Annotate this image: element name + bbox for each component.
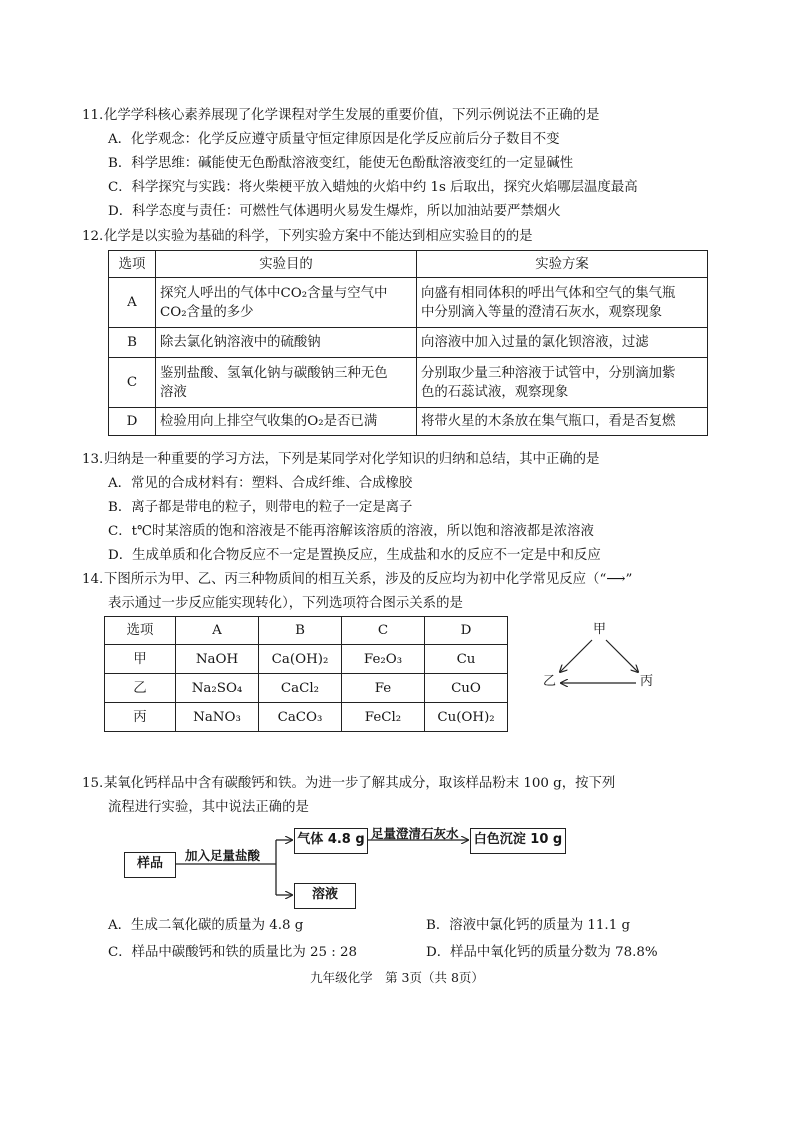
q14-cell: FeCl₂ — [342, 703, 425, 732]
q12-row-a-purpose-line1: 探究人呼出的气体中CO₂含量与空气中 — [160, 285, 388, 301]
q14-cell: Fe — [342, 674, 425, 703]
arrow-jia-to-yi — [560, 640, 592, 672]
q12-row-c-plan-line2: 色的石蕊试液，观察现象 — [421, 384, 569, 400]
q11-option-b: B．科学思维：碱能使无色酚酞溶液变红，能使无色酚酞溶液变红的一定显碱性 — [108, 156, 574, 171]
q14-cell: NaOH — [176, 645, 259, 674]
q11-option-a: A．化学观念：化学反应遵守质量守恒定律原因是化学反应前后分子数目不变 — [108, 132, 560, 147]
q14-header-d: D — [425, 617, 508, 645]
q14-cell: CaCl₂ — [259, 674, 342, 703]
q12-row-a-purpose-line2: CO₂含量的多少 — [160, 304, 254, 320]
q14-cell: Fe₂O₃ — [342, 645, 425, 674]
q13-number: 13. — [82, 452, 104, 467]
q12-row-a-plan-line1: 向盛有相同体积的呼出气体和空气的集气瓶 — [421, 285, 676, 301]
q12-row-d-purpose-line1: 检验用向上排空气收集的O₂是否已满 — [160, 414, 378, 429]
q12-row-b-option: B — [109, 328, 156, 358]
q12-row-c-purpose-line1: 鉴别盐酸、氢氧化钠与碳酸钠三种无色 — [160, 365, 388, 381]
q12-row-a-option: A — [109, 278, 156, 328]
q14-header-a: A — [176, 617, 259, 645]
q14-number: 14. — [82, 572, 104, 587]
q15-option-c: C．样品中碳酸钙和铁的质量比为 25 : 28 — [108, 945, 358, 960]
q11-option-d: D．科学态度与责任：可燃性气体遇明火易发生爆炸，所以加油站要严禁烟火 — [108, 204, 561, 219]
q15-option-b: B．溶液中氯化钙的质量为 11.1 g — [426, 918, 631, 933]
q14-cell: NaNO₃ — [176, 703, 259, 732]
q11-stem-text: 化学学科核心素养展现了化学课程对学生发展的重要价值，下列示例说法不正确的是 — [104, 108, 600, 123]
flow-box-precipitate: 白色沉淀 10 g — [470, 828, 566, 854]
q12-row-c-option: C — [109, 358, 156, 408]
q12-row-c-plan-line1: 分别取少量三种溶液于试管中，分别滴加紫 — [421, 365, 676, 381]
flow-label-limewater: 足量澄清石灰水 — [371, 826, 459, 841]
q12-header-purpose: 实验目的 — [156, 251, 417, 278]
q12-number: 12. — [82, 229, 104, 244]
q15-option-a: A．生成二氧化碳的质量为 4.8 g — [108, 918, 304, 933]
q11-option-c: C．科学探究与实践：将火柴梗平放入蜡烛的火焰中约 1s 后取出，探究火焰哪层温度最高 — [108, 180, 638, 195]
q14-cell: 丙 — [105, 703, 176, 732]
q14-header-c: C — [342, 617, 425, 645]
diagram-label-bing: 丙 — [640, 674, 654, 689]
q14-cell: 乙 — [105, 674, 176, 703]
q12-row-b-purpose-line1: 除去氯化钠溶液中的硫酸钠 — [160, 335, 321, 350]
q12-row-a-plan-line2: 中分别滴入等量的澄清石灰水，观察现象 — [421, 304, 663, 320]
q14-cell: CaCO₃ — [259, 703, 342, 732]
q14-cell: Na₂SO₄ — [176, 674, 259, 703]
q13-option-c: C．t℃时某溶质的饱和溶液是不能再溶解该溶质的溶液，所以饱和溶液都是浓溶液 — [108, 524, 594, 539]
q15-stem-line1: 某氧化钙样品中含有碳酸钙和铁。为进一步了解其成分，取该样品粉末 100 g，按下列 — [104, 776, 616, 791]
q12-header-plan: 实验方案 — [417, 251, 708, 278]
q14-stem-line2: 表示通过一步反应能实现转化），下列选项符合图示关系的是 — [108, 596, 463, 611]
page-footer: 九年级化学 第 3页（共 8页） — [310, 970, 484, 985]
q12-row-b-plan-line1: 向溶液中加入过量的氯化钡溶液，过滤 — [421, 335, 649, 350]
q14-cell: Cu — [425, 645, 508, 674]
q14-cell: Cu(OH)₂ — [425, 703, 508, 732]
q14-cell: CuO — [425, 674, 508, 703]
arrow-jia-to-bing — [606, 640, 638, 672]
q14-header-option: 选项 — [105, 617, 176, 645]
q12-row-d-option: D — [109, 408, 156, 436]
q13-option-a: A．常见的合成材料有：塑料、合成纤维、合成橡胶 — [108, 476, 413, 491]
diagram-label-yi: 乙 — [543, 674, 557, 689]
q12-row-d-plan-line1: 将带火星的木条放在集气瓶口，看是否复燃 — [421, 414, 676, 429]
flow-label-add-acid: 加入足量盐酸 — [185, 848, 261, 863]
flow-box-sample: 样品 — [124, 852, 176, 878]
q12-row-c-purpose-line2: 溶液 — [160, 384, 187, 400]
flow-box-solution: 溶液 — [294, 883, 356, 909]
q14-stem-line1: 下图所示为甲、乙、丙三种物质间的相互关系，涉及的反应均为初中化学常见反应（“⟶” — [104, 572, 633, 587]
flow-box-gas: 气体 4.8 g — [294, 828, 368, 854]
q11-number: 11. — [82, 108, 104, 123]
diagram-label-jia: 甲 — [593, 622, 607, 637]
q12-header-option: 选项 — [109, 251, 156, 278]
q14-header-b: B — [259, 617, 342, 645]
q15-number: 15. — [82, 776, 104, 791]
q15-option-d: D．样品中氧化钙的质量分数为 78.8% — [426, 945, 658, 960]
q13-stem-text: 归纳是一种重要的学习方法，下列是某同学对化学知识的归纳和总结，其中正确的是 — [104, 452, 600, 467]
q12-stem-text: 化学是以实验为基础的科学，下列实验方案中不能达到相应实验目的的是 — [104, 229, 533, 244]
q14-cell: 甲 — [105, 645, 176, 674]
q15-stem-line2: 流程进行实验，其中说法正确的是 — [108, 800, 309, 815]
q13-option-b: B．离子都是带电的粒子，则带电的粒子一定是离子 — [108, 500, 413, 515]
q14-cell: Ca(OH)₂ — [259, 645, 342, 674]
q13-option-d: D．生成单质和化合物反应不一定是置换反应，生成盐和水的反应不一定是中和反应 — [108, 548, 601, 563]
